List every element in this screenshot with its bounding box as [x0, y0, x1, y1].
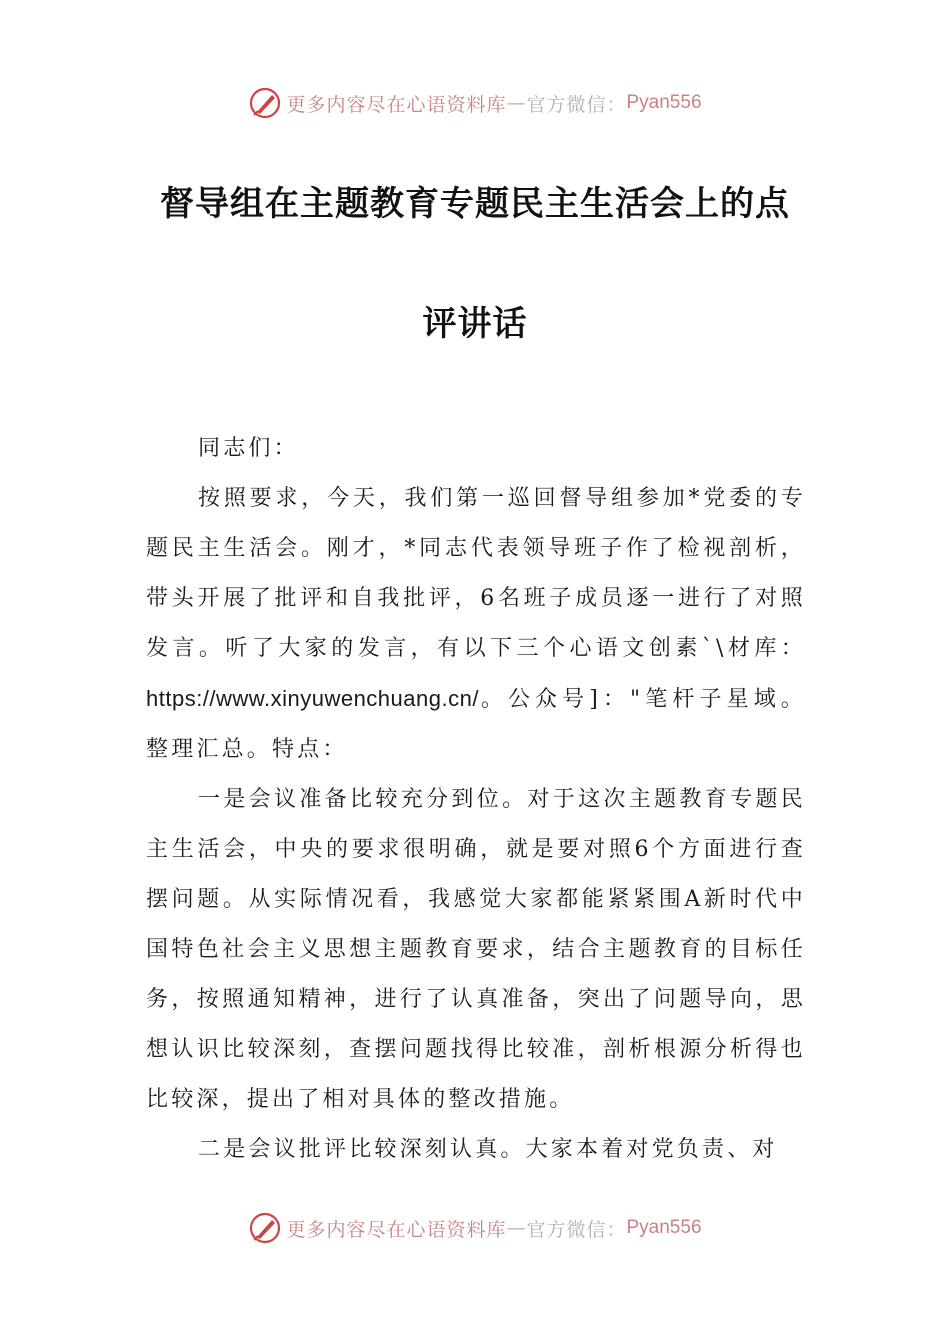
- header-watermark: [0, 86, 950, 120]
- watermark-wechat-id: Pyan556: [626, 1217, 702, 1238]
- paragraph-2: 一是会议准备比较充分到位。对于这次主题教育专题民主生活会，中央的要求很明确，就是要对照6个方面进行查摆问题。从实际情况看，我感觉大家都能紧紧围A新时代中国特色社会主义思想主题教育要求，结合主题教育的目标任务，按照通知精神，进行了认真准备，突出了问题导向，思想认识比较深刻，查摆问题找得比较准，剖析根源分析得也比较深，提出了相对具体的整改措施。: [146, 787, 806, 1112]
- document-body: [146, 424, 806, 1175]
- watermark-brand: 更多内容尽在心语资料库: [286, 1218, 507, 1241]
- paragraph-1-text-a: 按照要求，今天，我们第一巡回督导组参加*党委的专题民主生活会。刚才，*同志代表领导班子作了检视剖析，带头开展了批评和自我批评，6名班子成员逐一进行了对照发言。听了大家的发言，有以下三个心语文创素`\材库：: [146, 486, 806, 661]
- document-title-line2: 评讲话: [422, 304, 528, 344]
- watermark-wechat-label: 官方微信：: [526, 1218, 627, 1241]
- watermark-dash: —: [506, 92, 527, 114]
- watermark-brand: 更多内容尽在心语资料库: [286, 93, 507, 116]
- document-title-line1: 督导组在主题教育专题民主生活会上的点: [160, 184, 790, 224]
- footer-watermark: [0, 1211, 950, 1245]
- greeting: 同志们：: [198, 436, 299, 461]
- paragraph-3: 二是会议批评比较深刻认真。大家本着对党负责、对: [198, 1137, 778, 1162]
- watermark-wechat-label: 官方微信：: [526, 93, 627, 116]
- paragraph-1-text-b: 。公众号]："笔杆子星域。整理汇总。特点：: [146, 687, 806, 762]
- watermark-dash: —: [506, 1217, 527, 1239]
- watermark-wechat-id: Pyan556: [626, 92, 702, 113]
- quill-logo-icon: [248, 86, 282, 120]
- paragraph-1: [146, 474, 806, 775]
- quill-logo-icon: [248, 1211, 282, 1245]
- paragraph-1-url: https://www.xinyuwenchuang.cn/: [146, 686, 479, 711]
